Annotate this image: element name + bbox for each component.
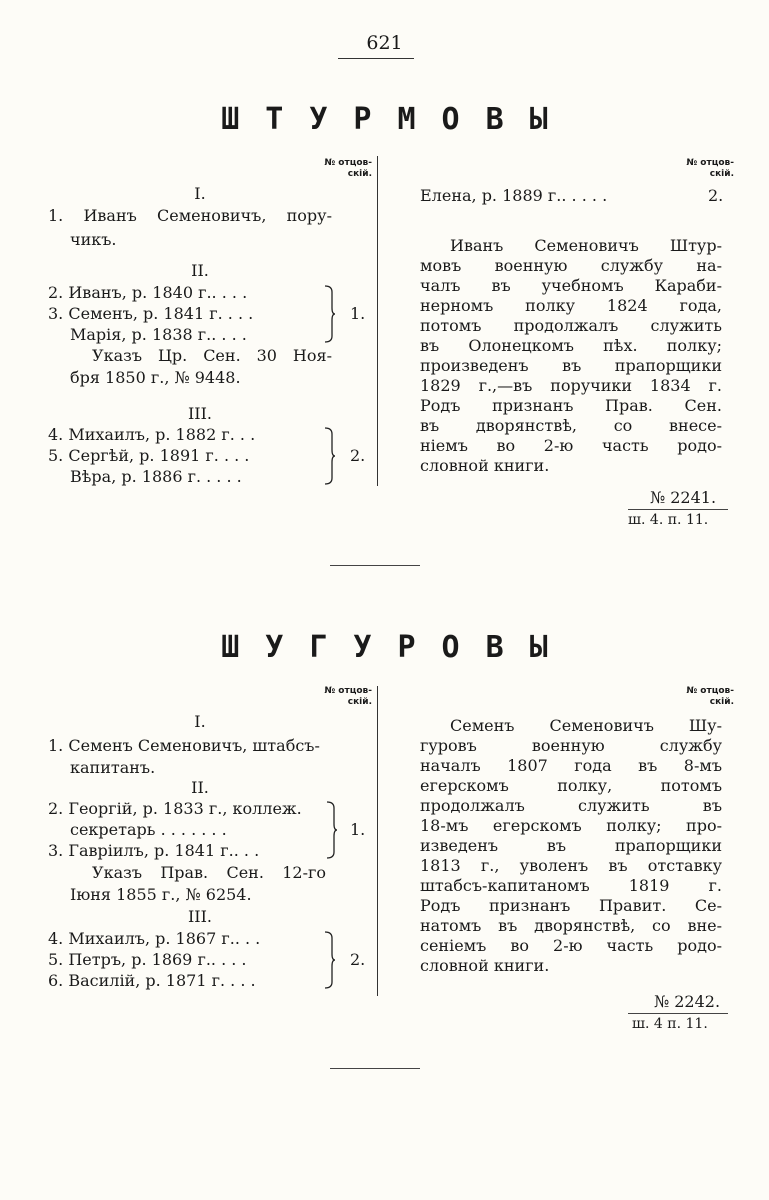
biography-text: [420, 236, 722, 476]
bio-line: словной книги.: [420, 456, 550, 475]
bio-line: штабсъ-капитаномъ 1819 г.: [420, 876, 722, 895]
generation-roman: III.: [187, 404, 213, 423]
person-line: 3. Семенъ, р. 1841 г. . . .: [48, 304, 254, 323]
father-no-label: [650, 158, 734, 180]
section-title-shturmovy: ШТУРМОВЫ: [221, 102, 574, 137]
bio-line: 1829 г.,—въ поручики 1834 г.: [420, 376, 722, 395]
bio-line: нерномъ полку 1824 года,: [420, 296, 722, 315]
bracket-icon: [322, 930, 336, 990]
father-no-label-line: скій.: [709, 697, 734, 707]
bracket-icon: [322, 284, 336, 344]
person-line: Марія, р. 1838 г.. . . .: [70, 325, 247, 344]
father-no-label-line: № отцов-: [686, 686, 734, 696]
person-line: 2. Георгій, р. 1833 г., коллеж.: [48, 799, 302, 818]
column-divider: [377, 686, 378, 996]
bracket-icon: [324, 800, 338, 860]
bio-line: въ Олонецкомъ пѣх. полку;: [420, 336, 722, 355]
bio-line: изведенъ въ прапорщики: [420, 836, 722, 855]
generation-roman: II.: [191, 778, 209, 797]
reference-location: ш. 4 п. 11.: [632, 1016, 708, 1032]
decree-line: Іюня 1855 г., № 6254.: [70, 885, 252, 904]
bio-line: въ дворянствѣ, со внесе-: [420, 416, 722, 435]
bio-line: натомъ въ дворянствѣ, со вне-: [420, 916, 722, 935]
father-no: 2.: [708, 186, 724, 205]
decree-line: бря 1850 г., № 9448.: [70, 368, 241, 387]
person-line: 3. Гавріилъ, р. 1841 г.. . .: [48, 841, 260, 860]
bio-line: Родъ признанъ Правит. Се-: [420, 896, 722, 915]
reference-location: ш. 4. п. 11.: [628, 512, 709, 528]
person-line: 4. Михаилъ, р. 1882 г. . .: [48, 425, 256, 444]
generation-roman: I.: [194, 184, 206, 203]
father-no-label-line: № отцов-: [324, 686, 372, 696]
person-line: чикъ.: [70, 230, 117, 249]
father-no: 2.: [350, 446, 366, 465]
page-number: 621: [366, 32, 403, 54]
person-line: 6. Василій, р. 1871 г. . . .: [48, 971, 256, 990]
bio-line: Иванъ Семеновичъ Штур-: [450, 236, 722, 255]
bio-line: словной книги.: [420, 956, 550, 975]
bio-line: гуровъ военную службу: [420, 736, 722, 755]
person-line: секретарь . . . . . . .: [70, 820, 227, 839]
person-line: 1. Иванъ Семеновичъ, пору-: [48, 206, 332, 225]
father-no-label-line: № отцов-: [686, 158, 734, 168]
bio-line: потомъ продолжалъ служить: [420, 316, 722, 335]
person-line: 5. Сергѣй, р. 1891 г. . . .: [48, 446, 250, 465]
father-no: 2.: [350, 950, 366, 969]
column-divider: [377, 156, 378, 486]
father-no: 1.: [350, 304, 366, 323]
bio-line: продолжалъ служить въ: [420, 796, 722, 815]
biography-text: [420, 716, 722, 976]
generation-roman: I.: [194, 712, 206, 731]
person-line: капитанъ.: [70, 758, 156, 777]
bio-line: 18-мъ егерскомъ полку; про-: [420, 816, 722, 835]
bio-line: мовъ военную службу на-: [420, 256, 722, 275]
person-line: 5. Петръ, р. 1869 г.. . . .: [48, 950, 247, 969]
bio-line: 1813 г., уволенъ въ отставку: [420, 856, 722, 875]
bracket-icon: [322, 426, 336, 486]
reference-number: № 2241.: [650, 488, 717, 507]
header-rule: [338, 58, 414, 59]
generation-roman: II.: [191, 261, 209, 280]
bio-line: произведенъ въ прапорщики: [420, 356, 722, 375]
bio-line: Семенъ Семеновичъ Шу-: [450, 716, 722, 735]
father-no-label: [300, 686, 372, 708]
bio-line: сеніемъ во 2-ю часть родо-: [420, 936, 722, 955]
reference-number: № 2242.: [654, 992, 721, 1011]
section-separator: [330, 565, 420, 566]
person-line: 1. Семенъ Семеновичъ, штабсъ-: [48, 736, 320, 755]
person-line: Вѣра, р. 1886 г. . . . .: [70, 467, 242, 486]
father-no-label-line: скій.: [347, 169, 372, 179]
father-no: 1.: [350, 820, 366, 839]
bio-line: Родъ признанъ Прав. Сен.: [420, 396, 722, 415]
person-line: 2. Иванъ, р. 1840 г.. . . .: [48, 283, 248, 302]
bio-line: ніемъ во 2-ю часть родо-: [420, 436, 722, 455]
generation-roman: III.: [187, 907, 213, 926]
bio-line: егерскомъ полку, потомъ: [420, 776, 722, 795]
person-line: Елена, р. 1889 г.. . . . .: [420, 186, 608, 205]
father-no-label-line: скій.: [709, 169, 734, 179]
father-no-label: [300, 158, 372, 180]
father-no-label: [650, 686, 734, 708]
bio-line: началъ 1807 года въ 8-мъ: [420, 756, 722, 775]
section-title-shugurovy: ШУГУРОВЫ: [221, 630, 574, 665]
decree-line: Указъ Прав. Сен. 12-го: [92, 863, 326, 882]
bio-line: чалъ въ учебномъ Караби-: [420, 276, 722, 295]
section-separator: [330, 1068, 420, 1069]
person-line: 4. Михаилъ, р. 1867 г.. . .: [48, 929, 261, 948]
decree-line: Указъ Цр. Сен. 30 Ноя-: [92, 346, 332, 365]
father-no-label-line: скій.: [347, 697, 372, 707]
father-no-label-line: № отцов-: [324, 158, 372, 168]
